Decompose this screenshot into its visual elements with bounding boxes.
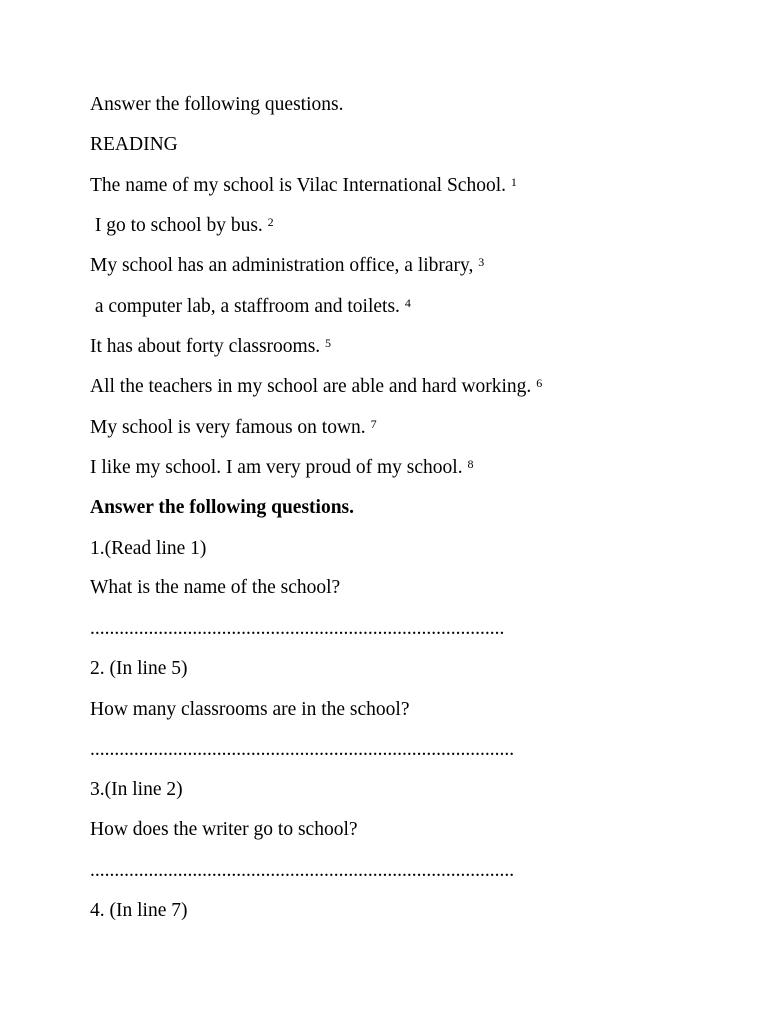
intro-text: Answer the following questions. <box>90 94 344 115</box>
passage-text: My school has an administration office, a library, <box>90 255 474 276</box>
line-number: 2 <box>267 215 274 229</box>
passage-text: a computer lab, a staffroom and toilets. <box>90 296 400 317</box>
passage-text: I go to school by bus. <box>90 215 263 236</box>
passage-text: My school is very famous on town. <box>90 417 366 438</box>
passage-line <box>90 457 473 480</box>
questions-heading: Answer the following questions. <box>90 497 355 518</box>
passage-line <box>90 215 274 238</box>
line-number: 8 <box>467 457 474 471</box>
answer-line: ..................................................................................... <box>90 618 505 639</box>
passage-line <box>90 255 484 278</box>
passage-text: It has about forty classrooms. <box>90 336 321 357</box>
passage-text: All the teachers in my school are able and hard working. <box>90 376 532 397</box>
question-text: How does the writer go to school? <box>90 819 358 840</box>
question-text: How many classrooms are in the school? <box>90 699 410 720</box>
passage-text: I like my school. I am very proud of my school. <box>90 457 463 478</box>
question-reference: 1.(Read line 1) <box>90 538 207 559</box>
question-reference: 2. (In line 5) <box>90 658 188 679</box>
answer-line: ....................................................................................... <box>90 739 515 760</box>
line-number: 5 <box>325 336 332 350</box>
line-number: 6 <box>536 376 543 390</box>
passage-text: The name of my school is Vilac International School. <box>90 175 506 196</box>
question-text: What is the name of the school? <box>90 577 341 598</box>
passage-line <box>90 296 411 319</box>
passage-line <box>90 417 377 440</box>
line-number: 3 <box>478 255 485 269</box>
line-number: 4 <box>404 296 411 310</box>
passage-line <box>90 376 542 399</box>
answer-line: ....................................................................................... <box>90 860 515 881</box>
line-number: 1 <box>510 175 517 189</box>
question-reference: 4. (In line 7) <box>90 900 188 921</box>
passage-line <box>90 175 517 198</box>
passage-line <box>90 336 331 359</box>
section-heading: READING <box>90 134 178 155</box>
question-reference: 3.(In line 2) <box>90 779 183 800</box>
line-number: 7 <box>370 417 377 431</box>
